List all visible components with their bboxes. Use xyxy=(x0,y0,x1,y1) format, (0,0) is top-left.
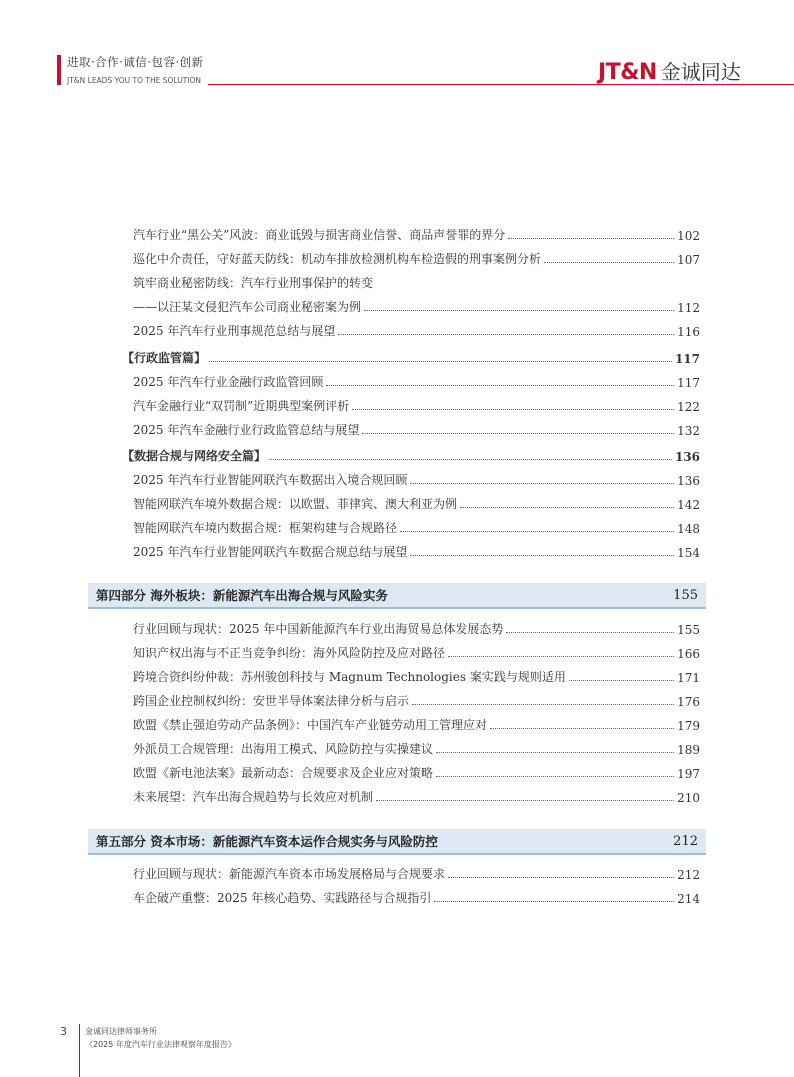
toc-entry-page: 189 xyxy=(677,743,700,757)
header-slogan: 进取·合作·诚信·包容·创新 xyxy=(67,55,204,69)
toc-leader xyxy=(448,655,674,657)
header-accent-bar xyxy=(57,55,61,85)
toc-entry[interactable] xyxy=(133,394,700,414)
toc-entry-title: 2025 年汽车行业智能网联汽车数据合规总结与展望 xyxy=(133,545,408,559)
toc-entry[interactable] xyxy=(133,418,700,438)
part4-title: 第四部分 海外板块：新能源汽车出海合规与风险实务 xyxy=(96,588,388,603)
toc-entry-title: 智能网联汽车境内数据合规：框架构建与合规路径 xyxy=(133,521,398,535)
toc-section-title: 【行政监管篇】 xyxy=(122,351,207,365)
toc-entry[interactable] xyxy=(133,617,700,637)
part5-page: 212 xyxy=(673,833,698,849)
toc-entry-page: 142 xyxy=(677,498,700,512)
toc-entry[interactable] xyxy=(133,886,700,906)
toc-entry[interactable] xyxy=(133,247,700,267)
toc-leader xyxy=(352,408,674,410)
toc-section-title: 【数据合规与网络安全篇】 xyxy=(122,449,267,463)
toc-leader xyxy=(209,360,672,362)
toc-leader xyxy=(569,679,674,681)
toc-entry-title: 欧盟《禁止强迫劳动产品条例》：中国汽车产业链劳动用工管理应对 xyxy=(133,718,488,732)
toc-entry-title: 2025 年汽车金融行业行政监管总结与展望 xyxy=(133,423,360,437)
footer-firm-name: 金诚同达律师事务所 xyxy=(85,1027,157,1036)
toc-entry-page: 210 xyxy=(677,791,700,805)
toc-entry[interactable] xyxy=(133,492,700,512)
toc-leader xyxy=(376,799,674,801)
toc-leader xyxy=(269,458,672,460)
toc-entry[interactable] xyxy=(133,665,700,685)
toc-entry[interactable] xyxy=(133,370,700,390)
toc-entry-page: 171 xyxy=(677,671,700,685)
toc-entry-page: 155 xyxy=(677,623,700,637)
toc-entry-page: 148 xyxy=(677,522,700,536)
footer-rule xyxy=(79,1024,80,1077)
toc-leader xyxy=(400,530,674,532)
footer-page-number: 3 xyxy=(60,1025,67,1038)
toc-entry[interactable] xyxy=(133,862,700,882)
toc-entry[interactable] xyxy=(133,689,700,709)
logo-text: 金诚同达 xyxy=(660,60,741,84)
toc-entry-page: 107 xyxy=(677,253,700,267)
toc-leader xyxy=(364,309,674,311)
toc-entry-page: 214 xyxy=(677,892,700,906)
toc-leader xyxy=(410,482,674,484)
toc-leader xyxy=(434,900,674,902)
toc-entry[interactable] xyxy=(133,468,700,488)
toc-entry-page: 197 xyxy=(677,767,700,781)
toc-entry-page: 176 xyxy=(677,695,700,709)
toc-entry[interactable] xyxy=(133,319,700,339)
toc-leader xyxy=(410,554,674,556)
toc-entry-title: 车企破产重整：2025 年核心趋势、实践路径与合规指引 xyxy=(133,891,432,905)
toc-entry-title: 2025 年汽车行业刑事规范总结与展望 xyxy=(133,324,336,338)
toc-leader xyxy=(436,751,674,753)
toc-leader xyxy=(544,261,674,263)
toc-entry-title: 知识产权出海与不正当竞争纠纷：海外风险防控及应对路径 xyxy=(133,646,446,660)
part5-heading[interactable] xyxy=(88,829,706,855)
toc-entry-page: 132 xyxy=(677,424,700,438)
toc-entry-page: 117 xyxy=(677,376,700,390)
toc-entry-title: 2025 年汽车行业金融行政监管回顾 xyxy=(133,375,324,389)
toc-leader xyxy=(506,631,674,633)
header-slogan-en: JT&N LEADS YOU TO THE SOLUTION xyxy=(67,76,202,85)
toc-leader xyxy=(508,237,674,239)
toc-entry-page: 136 xyxy=(677,474,700,488)
toc-entry-title: 跨国企业控制权纠纷：安世半导体案法律分析与启示 xyxy=(133,694,410,708)
header-rule xyxy=(208,84,794,85)
footer-report-title: 《2025 年度汽车行业法律观察年度报告》 xyxy=(85,1040,236,1049)
part4-heading[interactable] xyxy=(88,583,706,609)
toc-entry[interactable] xyxy=(133,761,700,781)
toc-entry[interactable] xyxy=(133,516,700,536)
toc-leader xyxy=(326,384,674,386)
toc-entry-title: 跨境合资纠纷仲裁：苏州骏创科技与 Magnum Technologies 案实践与规则适用 xyxy=(133,670,566,684)
toc-entry-title: 巡化中介责任，守好蓝天防线：机动车排放检测机构车检造假的刑事案例分析 xyxy=(133,252,542,266)
toc-entry-title: 外派员工合规管理：出海用工模式、风险防控与实操建议 xyxy=(133,742,434,756)
toc-entry[interactable] xyxy=(133,271,700,291)
toc-section-admin[interactable] xyxy=(122,346,700,366)
toc-entry[interactable] xyxy=(133,540,700,560)
toc-entry[interactable] xyxy=(133,737,700,757)
toc-entry-page: 122 xyxy=(677,400,700,414)
toc-entry-title: 2025 年汽车行业智能网联汽车数据出入境合规回顾 xyxy=(133,473,408,487)
toc-leader xyxy=(412,703,674,705)
toc-entry-page: 154 xyxy=(677,546,700,560)
toc-entry-title: 汽车行业“黑公关”风波：商业诋毁与损害商业信誉、商品声誉罪的界分 xyxy=(133,228,506,242)
part4-page: 155 xyxy=(673,587,698,603)
toc-entry-title: 行业回顾与现状：2025 年中国新能源汽车行业出海贸易总体发展态势 xyxy=(133,622,504,636)
toc-entry[interactable] xyxy=(133,785,700,805)
toc-entry-page: 212 xyxy=(677,868,700,882)
toc-leader xyxy=(436,775,674,777)
toc-entry-page: 179 xyxy=(677,719,700,733)
toc-entry-title: 筑牢商业秘密防线：汽车行业刑事保护的转变 xyxy=(133,276,374,290)
firm-logo xyxy=(598,56,741,85)
toc-section-page: 117 xyxy=(674,352,700,366)
toc-entry-title: 汽车金融行业“双罚制”近期典型案例评析 xyxy=(133,399,350,413)
part5-title: 第五部分 资本市场：新能源汽车资本运作合规实务与风险防控 xyxy=(96,834,438,849)
toc-leader xyxy=(448,876,674,878)
toc-section-data[interactable] xyxy=(122,444,700,464)
toc-leader xyxy=(460,506,674,508)
toc-entry[interactable] xyxy=(133,295,700,315)
toc-entry-title: 智能网联汽车境外数据合规：以欧盟、菲律宾、澳大利亚为例 xyxy=(133,497,458,511)
toc-entry-page: 166 xyxy=(677,647,700,661)
toc-entry[interactable] xyxy=(133,713,700,733)
toc-section-page: 136 xyxy=(674,450,700,464)
toc-entry[interactable] xyxy=(133,641,700,661)
logo-mark: JT&N xyxy=(598,60,657,85)
toc-leader xyxy=(338,333,674,335)
toc-leader xyxy=(362,432,674,434)
toc-entry-title: 行业回顾与现状：新能源汽车资本市场发展格局与合规要求 xyxy=(133,867,446,881)
toc-entry[interactable] xyxy=(133,223,700,243)
toc-entry-page: 116 xyxy=(677,325,700,339)
toc-entry-title: 欧盟《新电池法案》最新动态：合规要求及企业应对策略 xyxy=(133,766,434,780)
toc-leader xyxy=(490,727,674,729)
toc-entry-page: 102 xyxy=(677,229,700,243)
toc-entry-page: 112 xyxy=(677,301,700,315)
toc-entry-title: ——以汪某文侵犯汽车公司商业秘密案为例 xyxy=(133,300,362,314)
toc-entry-title: 未来展望：汽车出海合规趋势与长效应对机制 xyxy=(133,790,374,804)
